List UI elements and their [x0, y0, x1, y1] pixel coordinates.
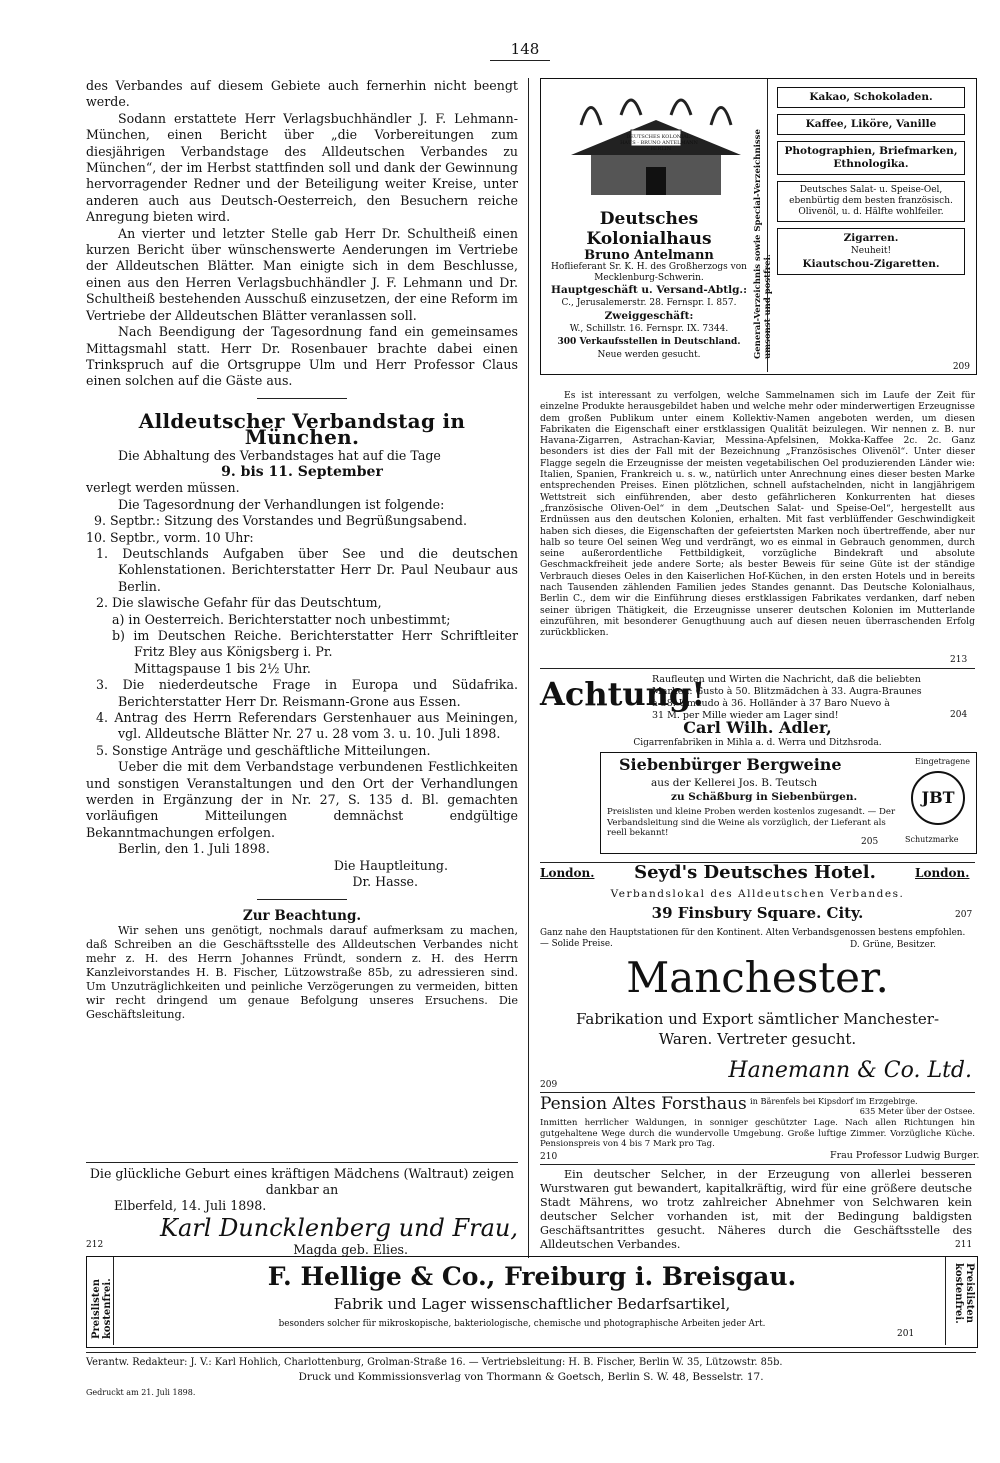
achtung-line-2: Marken: Gusto à 50. Blitzmädchen à 33. Augra-Braunes [652, 686, 922, 697]
manchester-company: Hanemann & Co. Ltd. [728, 1058, 972, 1083]
adler-company: Carl Wilh. Adler, [683, 718, 832, 737]
pension-code: 210 [540, 1152, 558, 1162]
london-left: London. [540, 866, 595, 880]
wine-place: zu Schäßburg in Siebenbürgen. [671, 791, 858, 803]
notice-body: Wir sehen uns genötigt, nochmals darauf aufmerksam zu machen, daß Schreiben an die Geschäftsstelle des Alldeutschen Verbandes nicht mehr z. H. des Herrn Johannes Fründt, sondern z. H. des Herrn Kanzleivorstandes H. B. Fischer, Lützowstraße 85b, zu adressieren sind. Um Unzuträglichkeiten und peinliche Verzögerungen zu vermeiden, bitten wir recht dringend um genaue Befolgung unseres Ersuchens. Die Geschäftsleitung. [86, 923, 518, 1021]
hellige-title: F. Hellige & Co., Freiburg i. Breisgau. [267, 1262, 797, 1291]
london-body: Ganz nahe den Hauptstationen für den Kontinent. Alten Verbandsgenossen bestens empfohlen. — Solide Preise. [540, 928, 966, 949]
birth-place-date: Elberfeld, 14. Juli 1898. [114, 1198, 267, 1213]
hellige-left-vertical: Preislisten kostenfrei. [91, 1278, 113, 1339]
agenda-item-5: 5. Sonstige Anträge und geschäftliche Mitteilungen. [96, 742, 431, 758]
imprint-line-2: Druck und Kommissionsverlag von Thormann & Goetsch, Berlin S. W. 48, Besselstr. 17. [298, 1371, 764, 1383]
pension-loc-1: in Bärenfels bei Kipsdorf im Erzgebirge. [750, 1096, 918, 1106]
kolonialhaus-boxes [777, 87, 965, 275]
pension-body: Inmitten herrlicher Waldungen, in sonniger geschützter Lage. Nach allen Richtungen hin gutgehaltene Wege durch die wundervolle Umgebung. Große luftige Zimmer. Vorzügliche Küche. Pensionspreis von 4 bis 7 Mark pro Tag. [540, 1118, 975, 1150]
london-code: 207 [955, 910, 973, 920]
selcher-body: Ein deutscher Selcher, in der Erzeugung von allerlei besseren Wurstwaren gut bewandert, kapitalkräftig, wird für eine größere deutsche Stadt Mährens, wo trotz zahlreicher Abnehmer von Selchwaren kein deutscher Selcher vorhanden ist, mit der Bedingung baldigsten Geschäftsantrittes gesucht. Näheres durch die Geschäftsstelle des Alldeutschen Verbandes. [540, 1168, 972, 1251]
kolonialhaus-code: 209 [952, 362, 970, 372]
signature-hasse: Dr. Hasse. [352, 874, 418, 890]
birth-announcement [86, 1166, 518, 1258]
rule-selcher [540, 1164, 975, 1165]
section-heading: Alldeutscher Verbandstag in München. [138, 408, 466, 450]
kolonialhaus-details [549, 209, 749, 362]
ad-wine [600, 752, 977, 854]
wine-mark: Schutzmarke [905, 835, 959, 844]
signature-hauptleitung: Die Hauptleitung. [333, 857, 448, 873]
hellige-sub2: besonders solcher für mikroskopische, bakteriologische, chemische und photographische Arbeiten jeder Art. [278, 1319, 766, 1329]
pension-location [750, 1096, 975, 1116]
achtung-line-3: à 38. Umaudo à 36. Holländer à 37 Baro Nuevo à [652, 698, 890, 709]
kolonialhaus-inner-divider [767, 79, 768, 372]
imprint-line-1: Verantw. Redakteur: J. V.: Karl Hohlich, Charlottenburg, Grolman-Straße 16. — Vertriebsleitung: H. B. Fischer, Berlin W. 35, Lützowstr. 85b. [86, 1357, 783, 1368]
birth-wife: Magda geb. Elies. [293, 1242, 408, 1257]
birth-names: Karl Duncklenberg und Frau, [160, 1214, 518, 1242]
london-title: Seyd's Deutsches Hotel. [634, 862, 876, 883]
schedule-line-2: 10. Septbr., vorm. 10 Uhr: [86, 529, 254, 545]
date-bold: 9. bis 11. September [221, 463, 383, 480]
pension-owner: Frau Professor Ludwig Burger. [830, 1150, 980, 1161]
wine-body: Preislisten und kleine Proben werden kostenlos zugesandt. — Der Verbandsleitung sind die Weine als vorzüglich, der Lieferant als reell bekannt! [607, 807, 896, 839]
wine-title: Siebenbürger Bergweine [619, 755, 842, 774]
hellige-sub: Fabrik und Lager wissenschaftlicher Bedarfsartikel, [333, 1295, 731, 1313]
hut-sign: DEUTSCHES KOLONIAL-HAUS · BRUNO ANTELMANN · BERLIN [620, 134, 698, 152]
paragraph-schultheiss: An vierter und letzter Stelle gab Herr Dr. Schultheiß einen kurzen Bericht über wünschenswerte Aenderungen im Vertriebe der Alldeutschen Blätter. Man einigte sich in dem Beschlusse, einen aus den Herren Verlagsbuchhändler J. F. Lehmann und Dr. Schultheiß bestehenden Ausschuß einzusetzen, der eine Reform im Vertriebe der Alldeutschen Blätter veranlassen soll. [86, 225, 518, 323]
london-sub: Verbandslokal des Alldeutschen Verbandes. [610, 888, 905, 900]
separator [257, 398, 347, 399]
kolonialhaus-branch-address: W., Schillstr. 16. Fernspr. IX. 7344. [569, 324, 729, 334]
ad-hellige [86, 1256, 978, 1348]
kolonialhaus-count: 300 Verkaufsstellen in Deutschland. [557, 337, 741, 347]
box-salat-oel: Deutsches Salat- u. Speise-Oel, ebenbürtig dem besten französisch. Olivenöl, u. d. Hälfte wohlfeiler. [777, 181, 965, 222]
pension-title: Pension Altes Forsthaus [540, 1094, 747, 1114]
wine-registered: Eingetragene [915, 757, 970, 766]
kolonialhaus-owner: Bruno Antelmann [584, 248, 714, 263]
rule-pension [540, 1092, 975, 1093]
achtung-line-1: Raufleuten und Wirten die Nachricht, daß die beliebten [652, 674, 921, 685]
birth-code: 212 [86, 1240, 104, 1250]
agenda-item-3: 3. Die niederdeutsche Frage in Europa und Südafrika. Berichterstatter Herr Dr. Reismann-Grone aus Essen. [96, 677, 518, 709]
hellige-left-divider [113, 1257, 114, 1345]
paragraph-tagesordnung: Die Tagesordnung der Verhandlungen ist folgende: [118, 496, 445, 512]
agenda-item-2b: b) im Deutschen Reiche. Berichterstatter Herr Schriftleiter Fritz Bley aus Königsberg i. Pr. [112, 628, 518, 660]
agenda-item-4: 4. Antrag des Herrn Referendars Gerstenhauer aus Meiningen, vgl. Alldeutsche Blätter Nr. 27 u. 28 vom 3. u. 10. Juli 1898. [96, 710, 518, 742]
achtung-line-4: 31 M. per Mille wieder am Lager sind! [652, 710, 839, 721]
wine-logo: JBT [911, 771, 965, 825]
adler-tagline: Cigarrenfabriken in Mihla a. d. Werra und Ditzhsroda. [633, 738, 882, 748]
agenda-item-1: 1. Deutschlands Aufgaben über See und die deutschen Kohlenstationen. Berichterstatter Herr Dr. Paul Neubaur aus Berlin. [96, 545, 518, 594]
box-zigarren [777, 228, 965, 275]
achtung-word: Achtung! [540, 675, 706, 713]
place-date: Berlin, den 1. Juli 1898. [118, 841, 270, 857]
london-right: London. [915, 866, 970, 880]
imprint-rule [86, 1352, 976, 1353]
pension-loc-2: 635 Meter über der Ostsee. [859, 1106, 975, 1116]
manchester-line-2: Waren. Vertreter gesucht. [658, 1030, 857, 1048]
hellige-right-divider [945, 1257, 946, 1345]
hellige-right-vertical: Preislisten kostenfrei. [953, 1263, 975, 1324]
paragraph-abhaltung: Die Abhaltung des Verbandstages hat auf die Tage [118, 447, 441, 463]
kolonialhaus-name: Deutsches Kolonialhaus [586, 209, 712, 249]
schedule-line-1: 9. Septbr.: Sitzung des Vorstandes und Begrüßungsabend. [94, 513, 467, 529]
box-photographien: Photographien, Briefmarken, Ethnologika. [777, 141, 965, 175]
intro-text: des Verbandes auf diesem Gebiete auch fernerhin nicht beengt werde. [86, 78, 518, 110]
lunch-break: Mittagspause 1 bis 2½ Uhr. [134, 660, 311, 676]
imprint-printed: Gedruckt am 21. Juli 1898. [86, 1388, 196, 1397]
oil-article: Es ist interessant zu verfolgen, welche Sammelnamen sich im Laufe der Zeit für einzelne Produkte herausgebildet haben und welche mehr oder minderwertigen Erzeugnisse dem großen Publikum unter einem Kollektiv-Namen angeboten werden, um diesen Fabrikaten die Eigenschaft einer erstklassigen Qualität beizulegen. Wir nennen z. B. nur Havana-Zigarren, Astrachan-Kaviar, Messina-Apfelsinen, Mokka-Kaffee 2c. 2c. Ganz besonders ist dies der Fall mit der Bezeichnung „Französisches Olivenöl“. Unter dieser Flagge segeln die Erzeugnisse der meisten vegetabilischen Oel produzierenden Länder wie: Italien, Spanien, Frankreich u. s. w., natürlich unter Anrechnung eines dieser besten Marke entsprechenden Preises. Einen plötzlichen, schnell aufstachelnden, nicht in langjährigem Wettstreit sich einführenden, aber desto gefährlicheren Konkurrenten hat dieses „französische Oliven-Oel“ in dem „Deutschen Salat- und Speise-Oel“, hergestellt aus Erdnüssen aus den deutschen Kolonien, erhalten. Mit fast verblüffender Geschwindigkeit haben sich dieses, die Eigenschaften der gefeiertsten Marken noch übertreffende, aber nur halb so teure Oel seinen Weg und verdrängt, wo es einmal in Gebrauch genommen, durch seine außerordentliche Fettbildigkeit, vorzügliche Bindekraft und absolute Geschmackfreiheit jede andere Sorte; als bester Beweis für seine Güte ist der ständige Verbrauch dieses Oeles in den Kaiserlichen Hof-Küchen, in den ersten Hotels und in bereits nach Tausenden zählenden Familien jedes Standes genannt. Das Deutsche Kolonialhaus, Berlin C., dem wir die Einführung dieses erstklassigen Fabrikates verdanken, darf neben seiner übrigen Thätigkeit, die Erzeugnisse unserer deutschen Kolonien im Mutterlande einzuführen, mit besonderer Genugthuung auch auf diesen neuen überraschenden Erfolg zurückblicken. [540, 390, 975, 639]
hellige-code: 201 [897, 1329, 915, 1339]
paragraph-lehmann: Sodann erstattete Herr Verlagsbuchhändler J. F. Lehmann-München, einen Bericht über „die Vorbereitungen zum diesjährigen Verbandstage des Alldeutschen Verbandes zu München“, der im Herbst stattfinden soll und dank der Gewinnung hervorragender Redner und der Beteiligung weiter Kreise, unter anderen auch aus Deutsch-Oesterreich, den Besuchern reiche Anregung bieten wird. [86, 110, 518, 225]
paragraph-festlichkeiten: Ueber die mit dem Verbandstage verbundenen Festlichkeiten und sonstigen Veranstaltungen und den Ort der Verhandlungen werden in Ergänzung der in Nr. 27, S. 135 d. Bl. gemachten vorläufigen Mitteilungen demnächst endgültige Bekanntmachungen erfolgen. [86, 759, 518, 840]
notice-title: Zur Beachtung. [242, 907, 362, 924]
london-address: 39 Finsbury Square. City. [651, 904, 864, 922]
manchester-line-1: Fabrikation und Export sämtlicher Manchester- [575, 1010, 940, 1028]
kolonialhaus-main: Hauptgeschäft u. Versand-Abtlg.: [551, 284, 747, 296]
rule-achtung [540, 668, 975, 669]
selcher-code: 211 [955, 1240, 973, 1250]
left-column [86, 78, 518, 1022]
page-number: 148 [510, 40, 540, 58]
wine-code: 205 [861, 837, 879, 847]
achtung-code: 204 [950, 710, 968, 720]
box-kakao: Kakao, Schokoladen. [777, 87, 965, 108]
london-owner: D. Grüne, Besitzer. [850, 940, 937, 950]
box-zigarren-kiautschou: Kiautschou-Zigaretten. [802, 258, 940, 270]
manchester-title: Manchester. [626, 953, 889, 1002]
birth-text: Die glückliche Geburt eines kräftigen Mädchens (Waltraut) zeigen dankbar an [89, 1166, 515, 1197]
manchester-code: 209 [540, 1080, 558, 1090]
agenda-item-2a: a) in Oesterreich. Berichterstatter noch unbestimmt; [112, 611, 451, 627]
agenda-item-2: 2. Die slawische Gefahr für das Deutschtum, [96, 595, 382, 611]
box-kaffee: Kaffee, Liköre, Vanille [777, 114, 965, 135]
separator-2 [257, 899, 347, 900]
box-zigarren-title: Zigarren. [843, 232, 899, 244]
paragraph-verlegt: verlegt werden müssen. [86, 480, 240, 496]
kolonialhaus-branch: Zweiggeschäft: [604, 310, 694, 322]
ad-kolonialhaus [540, 78, 977, 375]
wine-from: aus der Kellerei Jos. B. Teutsch [651, 777, 818, 789]
kolonialhaus-main-address: C., Jerusalemerstr. 28. Fernspr. I. 857. [561, 298, 737, 308]
kolonialhaus-vertical: General-Verzeichnis sowie Special-Verzeichnisse umsonst und postfrei. [753, 129, 773, 359]
oil-article-code: 213 [950, 655, 968, 665]
paragraph-mittagsmahl: Nach Beendigung der Tagesordnung fand ein gemeinsames Mittagsmahl statt. Herr Dr. Rosenbauer brachte dabei einen Trinkspruch auf die Ortsgruppe Ulm und Herr Professor Claus einen solchen auf die Gäste aus. [86, 324, 518, 389]
page-number-rule [490, 60, 550, 61]
kolonialhaus-more: Neue werden gesucht. [597, 350, 701, 360]
box-zigarren-new: Neuheit! [850, 246, 892, 256]
birth-top-rule [86, 1162, 518, 1163]
achtung-text [652, 674, 972, 722]
column-divider [528, 78, 529, 1258]
kolonialhaus-purveyor: Hoflieferant Sr. K. H. des Großherzogs von Mecklenburg-Schwerin. [551, 262, 747, 283]
